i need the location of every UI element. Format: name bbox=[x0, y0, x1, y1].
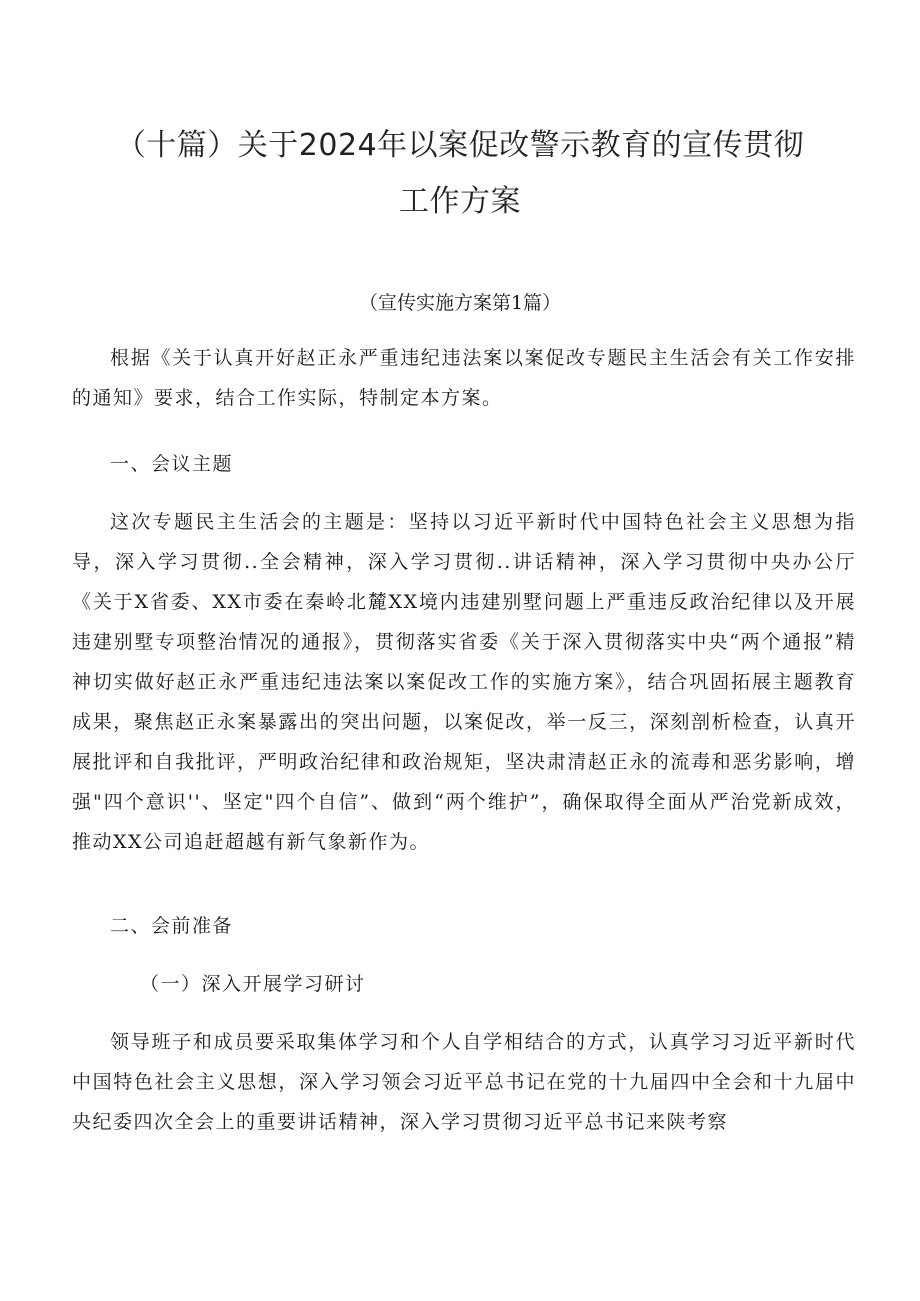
section-2-heading: 二、会前准备 bbox=[110, 915, 234, 937]
document-title bbox=[60, 118, 860, 230]
section-2-subheading-1: （一）深入开展学习研讨 bbox=[140, 973, 366, 995]
document-subtitle: （宣传实施方案第1篇） bbox=[358, 292, 562, 314]
title-line-2: 工作方案 bbox=[399, 184, 521, 219]
section-1-heading: 一、会议主题 bbox=[110, 453, 234, 475]
title-line-1: （十篇）关于2024年以案促改警示教育的宣传贯彻 bbox=[115, 128, 805, 163]
section-2-sub-1-body: 领导班子和成员要采取集体学习和个人自学相结合的方式，认真学习习近平新时代中国特色社会主义思想，深入学习领会习近平总书记在党的十九届四中全会和十九届中央纪委四次全会上的重要讲话精神，深入学习贯彻习近平总书记来陕考察 bbox=[72, 1031, 856, 1133]
intro-paragraph: 根据《关于认真开好赵正永严重违纪违法案以案促改专题民主生活会有关工作安排的通知》要求，结合工作实际，特制定本方案。 bbox=[72, 347, 856, 409]
section-1-body: 这次专题民主生活会的主题是：坚持以习近平新时代中国特色社会主义思想为指导，深入学习贯彻..全会精神，深入学习贯彻..讲话精神，深入学习贯彻中央办公厅《关于X省委、XX市委在秦岭北麓XX境内违建别墅问题上严重违反政治纪律以及开展违建别墅专项整治情况的通报》，贯彻落实省委《关于深入贯彻落实中央“两个通报”精神切实做好赵正永严重违纪违法案以案促改工作的实施方案》，结合巩固拓展主题教育成果，聚焦赵正永案暴露出的突出问题，以案促改，举一反三，深刻剖析检查，认真开展批评和自我批评，严明政治纪律和政治规矩，坚决肃清赵正永的流毒和恶劣影响，增强"四个意识''、坚定"四个自信”、做到“两个维护”，确保取得全面从严治党新成效，推动XX公司追赶超越有新气象新作为。 bbox=[72, 511, 856, 853]
